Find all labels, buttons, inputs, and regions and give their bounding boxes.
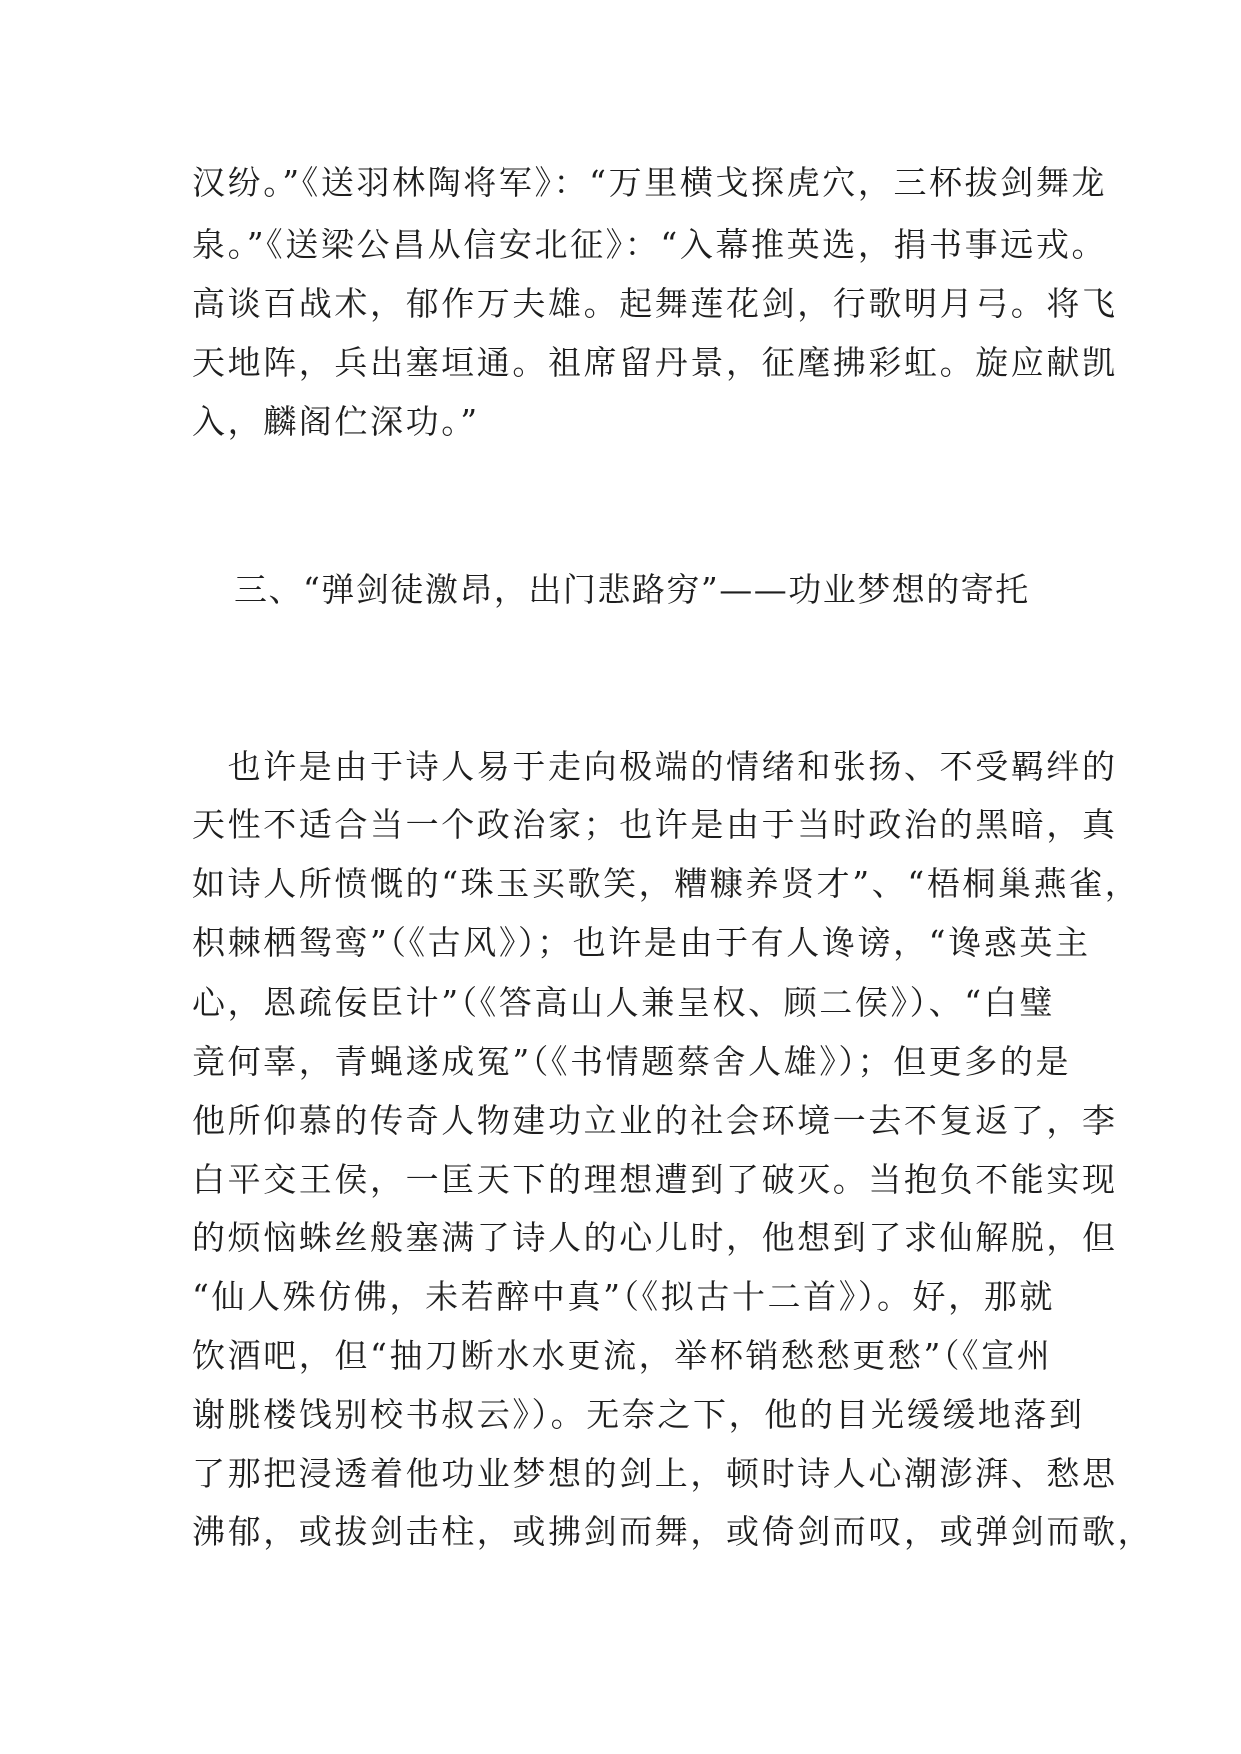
text-line: 如诗人所愤慨的“珠玉买歌笑，糟糠养贤才”、“梧桐巢燕雀， <box>192 864 1141 903</box>
text-line: 天性不适合当一个政治家；也许是由于当时政治的黑暗，真 <box>192 805 1118 844</box>
text-line: 沸郁，或拔剑击柱，或拂剑而舞，或倚剑而叹，或弹剑而歌， <box>192 1512 1154 1551</box>
text-line: 的烦恼蛛丝般塞满了诗人的心儿时，他想到了求仙解脱，但 <box>192 1218 1118 1257</box>
text-line: 白平交王侯，一匡天下的理想遭到了破灭。当抱负不能实现 <box>192 1160 1118 1199</box>
text-line: 饮酒吧，但“抽刀断水水更流，举杯销愁愁更愁”（《宣州 <box>192 1336 1053 1375</box>
text-line: 泉。”《送梁公昌从信安北征》：“入幕推英选，捐书事远戎。 <box>192 225 1108 264</box>
text-line: 谢朓楼饯别校书叔云》）。无奈之下，他的目光缓缓地落到 <box>192 1395 1085 1434</box>
text-line: 枳棘栖鸳鸾”（《古风》）；也许是由于有人谗谤，“谗惑英主 <box>192 923 1091 962</box>
text-line: 高谈百战术，郁作万夫雄。起舞莲花剑，行歌明月弓。将飞 <box>192 284 1118 323</box>
text-line: 天地阵，兵出塞垣通。祖席留丹景，征麾拂彩虹。旋应献凯 <box>192 343 1118 382</box>
section-heading: 三、“弹剑徒激昂，出门悲路穷”——功业梦想的寄托 <box>234 570 1030 609</box>
text-line: 竟何辜，青蝇遂成冤”（《书情题蔡舍人雄》）；但更多的是 <box>192 1042 1072 1081</box>
text-line: 也许是由于诗人易于走向极端的情绪和张扬、不受羁绊的 <box>192 747 1118 786</box>
text-line: 入，麟阁伫深功。” <box>192 402 480 441</box>
text-line: “仙人殊仿佛，未若醉中真”（《拟古十二首》）。好，那就 <box>192 1277 1055 1316</box>
text-line: 他所仰慕的传奇人物建功立业的社会环境一去不复返了，李 <box>192 1101 1118 1140</box>
text-line: 汉纷。”《送羽林陶将军》：“万里横戈探虎穴，三杯拔剑舞龙 <box>192 163 1108 202</box>
text-line: 了那把浸透着他功业梦想的剑上，顿时诗人心潮澎湃、愁思 <box>192 1454 1118 1493</box>
text-line: 心，恩疏佞臣计”（《答高山人兼呈权、顾二侯》）、“白璧 <box>192 983 1055 1022</box>
